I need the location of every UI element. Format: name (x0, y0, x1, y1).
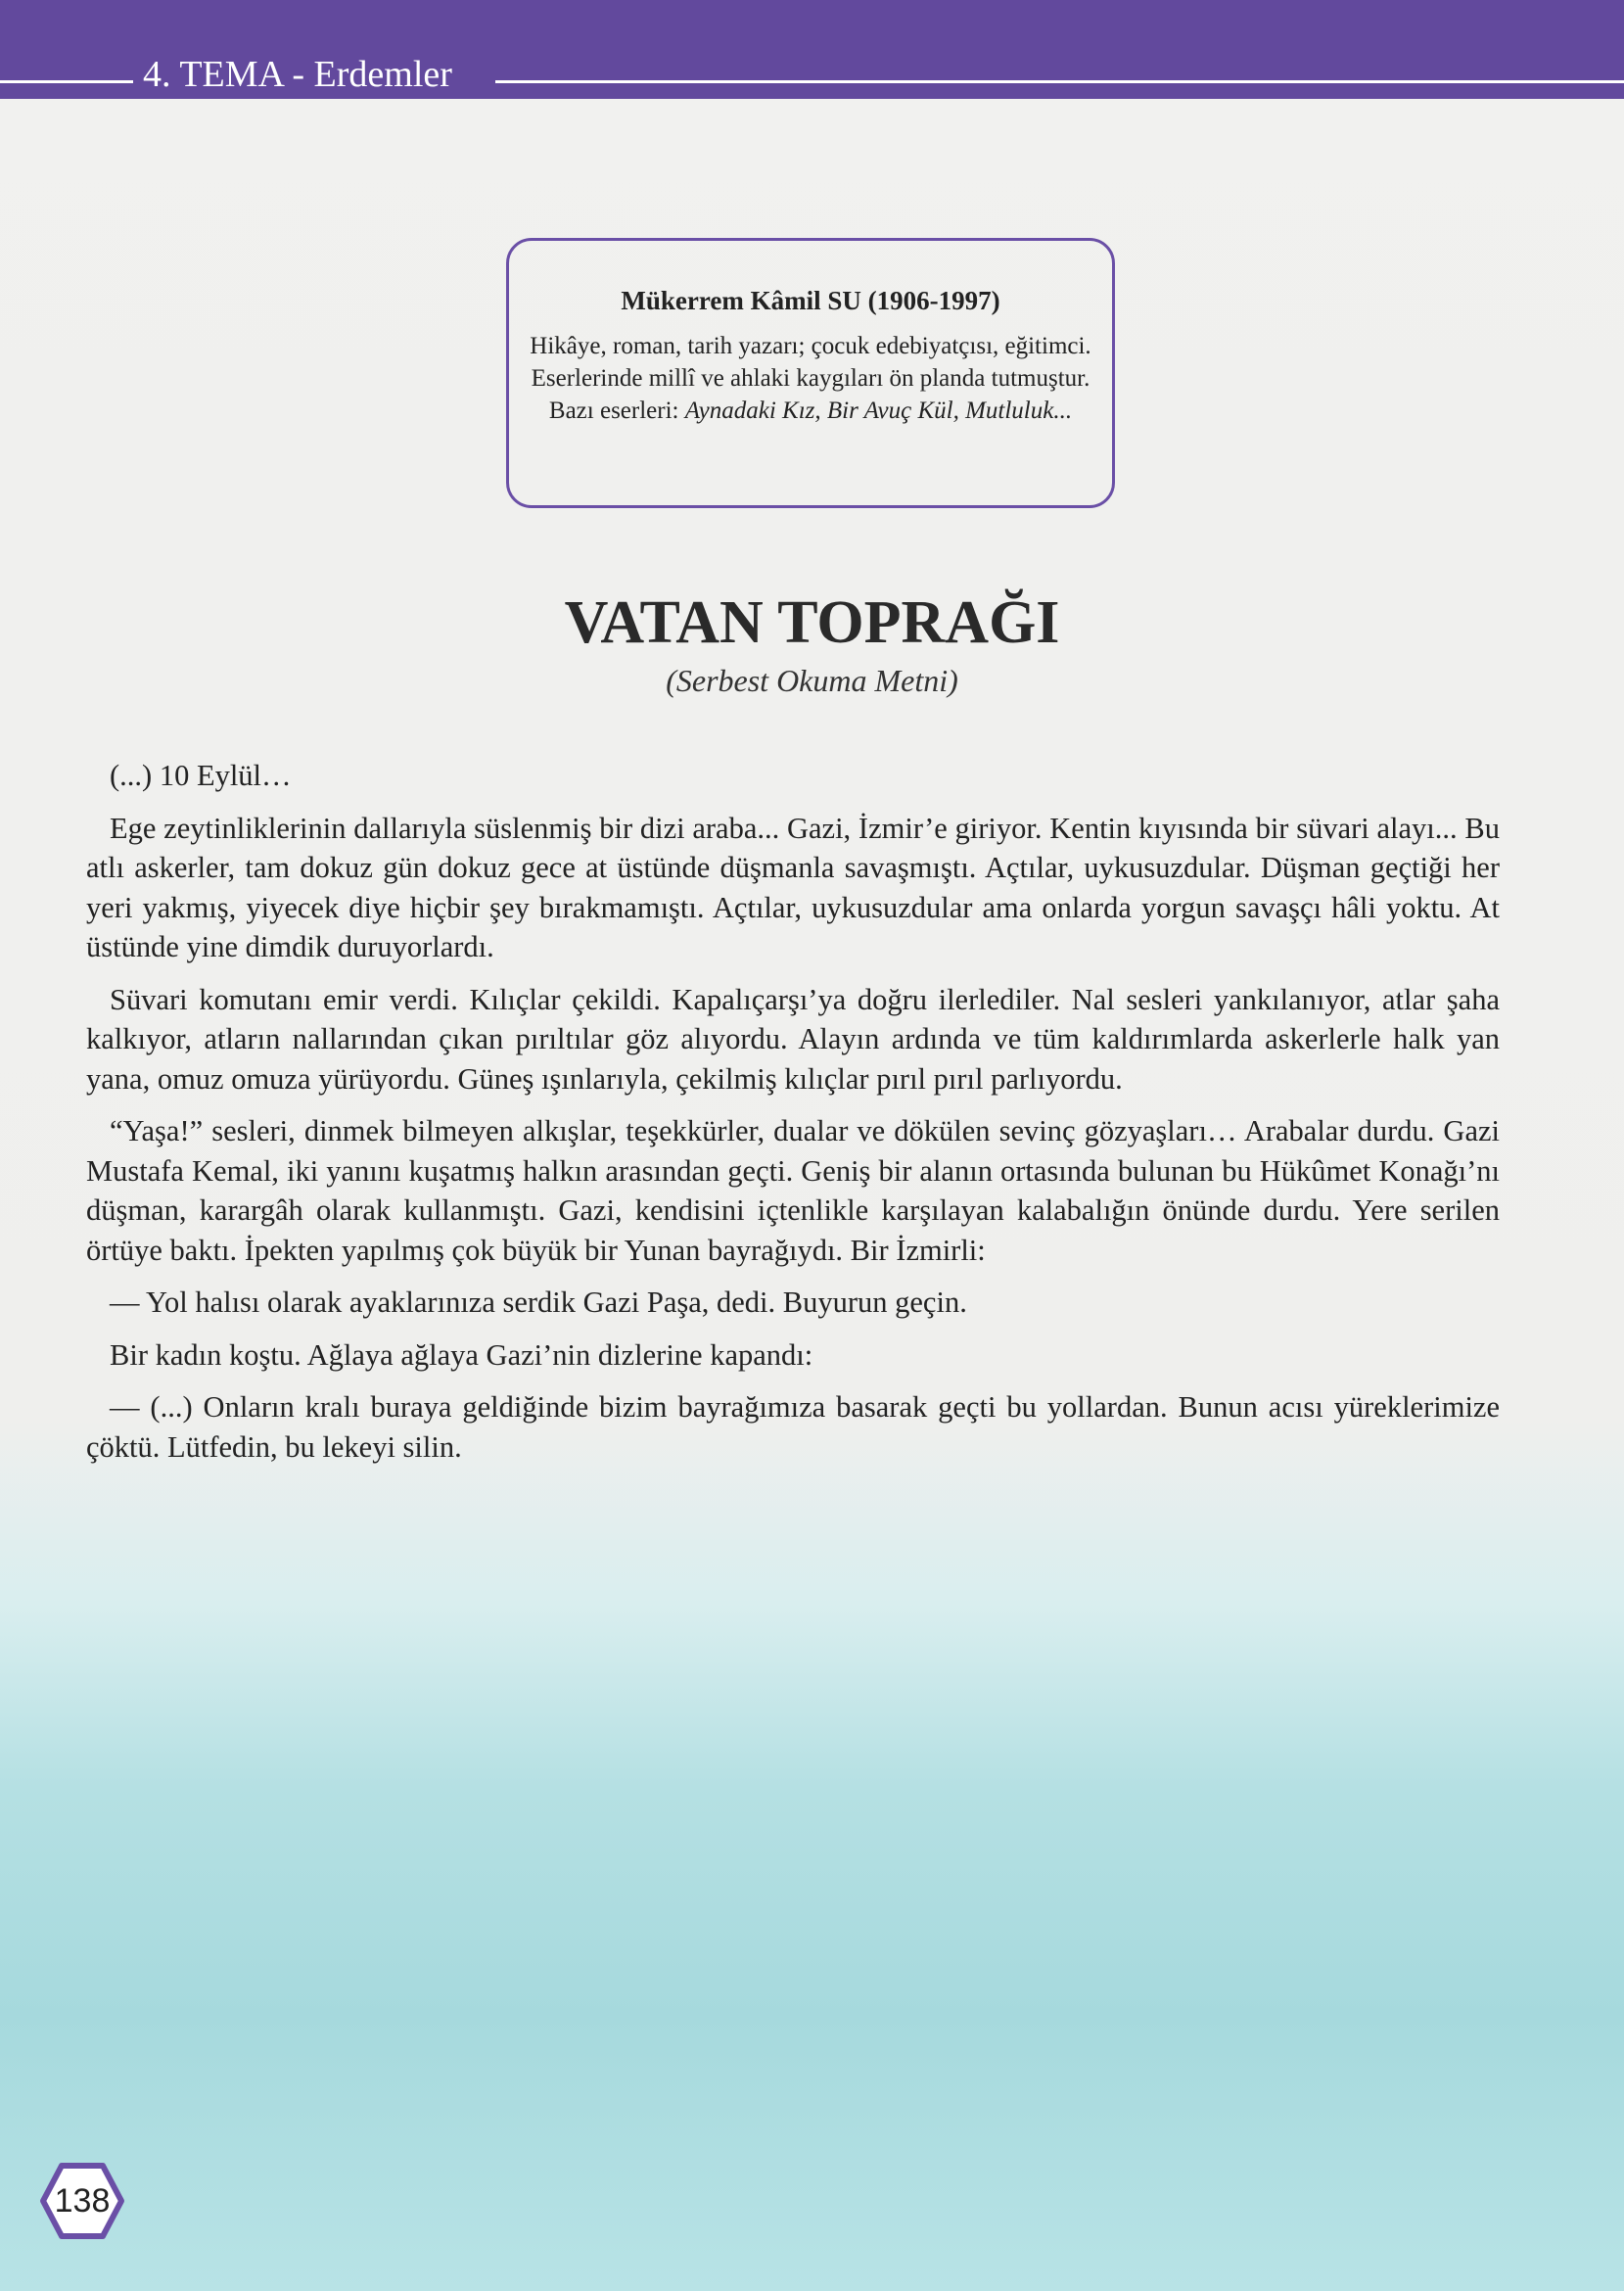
paragraph: — Yol halısı olarak ayaklarınıza serdik Gazi Paşa, dedi. Buyurun geçin. (110, 1286, 967, 1319)
page-number-badge (39, 2162, 125, 2240)
page-subtitle: (Serbest Okuma Metni) (666, 663, 958, 698)
page-title: VATAN TOPRAĞI (564, 589, 1060, 656)
reading-text (86, 756, 1500, 1479)
paragraph: “Yaşa!” sesleri, dinmek bilmeyen alkışlar, teşekkürler, dualar ve dökülen sevinç gözyaşları… Arabalar durdu. Gazi Mustafa Kemal, iki yanını kuşatmış halkın arasından geçti. Geniş bir alanın ortasında bulunan bu Hükûmet Konağı’nı düşman, karargâh olarak kullanmıştı. Gazi, kendisini içtenlikle karşılayan kalabalığın önünde durdu. Yere serilen örtüye baktı. İpekten yapılmış çok büyük bir Yunan bayrağıydı. Bir İzmirli: (86, 1114, 1500, 1267)
author-description (509, 330, 1112, 427)
header-rule (0, 80, 133, 83)
author-works: Aynadaki Kız, Bir Avuç Kül, Mutluluk... (684, 397, 1073, 424)
page-number: 138 (54, 2182, 111, 2220)
author-bio-box (506, 238, 1115, 508)
author-name: Mükerrem Kâmil SU (1906-1997) (621, 286, 1000, 315)
chapter-title: 4. TEMA - Erdemler (143, 54, 452, 95)
header-rule (495, 80, 1624, 83)
paragraph: (...) 10 Eylül… (110, 759, 292, 792)
paragraph: Bir kadın koştu. Ağlaya ağlaya Gazi’nin dizlerine kapandı: (110, 1337, 813, 1372)
paragraph: — (...) Onların kralı buraya geldiğinde bizim bayrağımıza basarak geçti bu yollardan. Bunun acısı yüreklerimize çöktü. Lütfedin, bu lekeyi silin. (86, 1390, 1500, 1464)
paragraph: Süvari komutanı emir verdi. Kılıçlar çekildi. Kapalıçarşı’ya doğru ilerlediler. Nal sesleri yankılanıyor, atlar şaha kalkıyor, atların nallarından çıkan pırıltılar göz alıyordu. Alayın ardında ve tüm kaldırımlarda askerlerle halk yan yana, omuz omuza yürüyordu. Güneş ışınlarıyla, çekilmiş kılıçlar pırıl pırıl parlıyordu. (86, 982, 1500, 1096)
chapter-header (0, 0, 1624, 99)
author-desc-text: Hikâye, roman, tarih yazarı; çocuk edebiyatçısı, eğitimci. Eserlerinde millî ve ahlaki kaygıları ön planda tutmuştur. Bazı eserleri: (530, 333, 1091, 424)
paragraph: Ege zeytinliklerinin dallarıyla süslenmiş bir dizi araba... Gazi, İzmir’e giriyor. Kentin kıyısında bir süvari alayı... Bu atlı askerler, tam dokuz gün dokuz gece at üstünde düşmanla savaşmıştı. Açtılar, uykusuzdular. Düşman geçtiği her yeri yakmış, yiyecek diye hiçbir şey bırakmamıştı. Açtılar, uykusuzdular ama onlarda yorgun savaşçı hâli yoktu. At üstünde yine dimdik duruyorlardı. (86, 811, 1500, 963)
